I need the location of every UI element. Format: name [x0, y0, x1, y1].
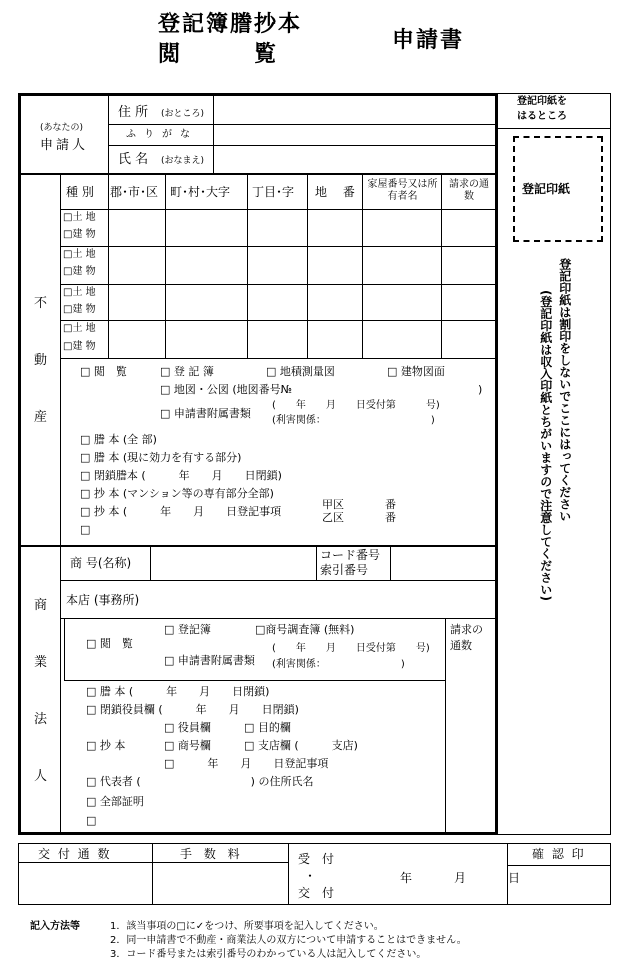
corp-register[interactable]: □ 登記簿 — [164, 623, 211, 636]
stamp-note-main: 登記印紙は割印をしないでここにはってください — [557, 258, 572, 522]
re-other[interactable]: □ — [80, 523, 91, 536]
col-lot-number: 地 番 — [315, 185, 361, 199]
stamp-note-paren: (登記印紙は収入印紙とちがいますので注意してください) — [538, 290, 553, 601]
head-office-label: 本店 (事務所) — [66, 593, 140, 607]
col-town: 町･村･大字 — [170, 185, 231, 199]
head-office-field[interactable] — [170, 581, 496, 618]
re-attached-receipt: ( 年 月 日受付第 号) — [272, 400, 440, 411]
form-title-right: 申請書 — [392, 28, 465, 53]
corp-label-1: 商 — [34, 598, 48, 613]
form-title-line1: 登記簿謄抄本 — [158, 12, 303, 37]
note-item-2: 2．同一申請書で不動産・商業法人の双方について申請することはできません。 — [110, 935, 467, 946]
corp-copy[interactable]: □ 謄 本 ( 年 月 日閉鎖) — [86, 685, 270, 698]
corp-full-cert[interactable]: □ 全部証明 — [86, 795, 144, 808]
form-title-line2: 閲 覧 — [158, 42, 279, 67]
corp-attached-docs[interactable]: □ 申請書附属書類 — [164, 654, 255, 667]
row3-land[interactable]: □土 地 — [63, 287, 96, 298]
corp-representative[interactable]: □ 代表者 ( ) の住所氏名 — [86, 775, 314, 788]
re-number-a: 番 — [385, 498, 396, 511]
corp-trade-field[interactable]: □ 商号欄 — [164, 739, 211, 752]
corp-attached-interest: (利害関係： ) — [272, 659, 405, 670]
col-house-number: 家屋番号又は所有者名 — [367, 179, 438, 202]
address-field[interactable] — [214, 97, 496, 124]
note-item-1: 1．該当事項の□に✓をつけ、所要事項を記入してください。 — [110, 921, 384, 932]
realestate-label-2: 動 — [34, 353, 48, 368]
corp-label-2: 業 — [34, 655, 48, 670]
re-register[interactable]: □ 登 記 簿 — [160, 365, 214, 378]
corp-purpose[interactable]: □ 目的欄 — [244, 721, 291, 734]
row2-building[interactable]: □建 物 — [63, 266, 96, 277]
row1-land[interactable]: □土 地 — [63, 212, 96, 223]
col-district: 郡･市･区 — [110, 185, 159, 199]
stamp-box-label: 登記印紙 — [522, 182, 571, 196]
applicant-label: 申請人 — [40, 138, 89, 153]
col-request-count: 請求の通 数 — [449, 179, 489, 202]
receipt-date: 年 月 日 — [400, 871, 527, 885]
corp-officers[interactable]: □ 役員欄 — [164, 721, 211, 734]
row4-land[interactable]: □土 地 — [63, 323, 96, 334]
re-map[interactable]: □ 地図・公図 (地図番号№ — [160, 383, 293, 396]
furigana-label: ふりがな — [126, 129, 198, 140]
corp-label-4: 人 — [34, 769, 48, 784]
re-building-plan[interactable]: □ 建物図面 — [387, 365, 445, 378]
corp-view[interactable]: □ 閲 覧 — [86, 637, 133, 650]
name-label: 氏 名 — [118, 152, 149, 167]
receipt-label: 受 付 — [298, 852, 335, 866]
address-reading: (おところ) — [161, 109, 205, 119]
corp-label-3: 法 — [34, 712, 48, 727]
corp-extract[interactable]: □ 抄 本 — [86, 739, 126, 752]
re-attached-docs[interactable]: □ 申請書附属書類 — [160, 407, 251, 420]
note-item-3: 3．コード番号または索引番号のわかっている人は記入してください。 — [110, 949, 427, 960]
re-section-a: 甲区 — [322, 498, 344, 511]
trade-name-label: 商 号(名称) — [70, 556, 132, 570]
row2-land[interactable]: □土 地 — [63, 249, 96, 260]
corp-other[interactable]: □ — [86, 814, 97, 827]
re-attached-interest: (利害関係： ) — [272, 415, 435, 426]
re-current-copy[interactable]: □ 謄 本 (現に効力を有する部分) — [80, 451, 242, 464]
delivery-label: 交 付 — [298, 886, 335, 900]
corp-attached-receipt: ( 年 月 日受付第 号) — [272, 643, 430, 654]
code-label-2: 索引番号 — [320, 563, 369, 577]
stamp-header-2: はるところ — [517, 111, 567, 122]
address-label: 住 所 — [118, 105, 149, 120]
col-type: 種 別 — [66, 185, 94, 199]
re-full-copy[interactable]: □ 謄 本 (全 部) — [80, 433, 157, 446]
re-survey-map[interactable]: □ 地積測量図 — [266, 365, 335, 378]
corp-branch[interactable]: □ 支店欄 ( 支店) — [244, 739, 358, 752]
delivery-count-label: 交 付 通 数 — [38, 847, 112, 861]
stamp-header-1: 登記印紙を — [517, 96, 567, 107]
re-extract-items[interactable]: □ 抄 本 ( 年 月 日登記事項 — [80, 505, 282, 518]
request-count-label-1: 請求の — [450, 623, 483, 636]
re-view[interactable]: □ 閲 覧 — [80, 365, 127, 378]
re-extract-condo[interactable]: □ 抄 本 (マンション等の専有部分全部) — [80, 487, 274, 500]
code-field[interactable] — [391, 548, 496, 580]
realestate-label-1: 不 — [34, 296, 48, 311]
receipt-dot: ・ — [304, 869, 317, 883]
col-block: 丁目･字 — [252, 185, 295, 199]
row3-building[interactable]: □建 物 — [63, 304, 96, 315]
request-count-label-2: 通数 — [450, 639, 472, 652]
re-map-close: ) — [478, 383, 483, 396]
re-number-b: 番 — [385, 511, 396, 524]
realestate-label-3: 産 — [34, 410, 48, 425]
fee-label: 手 数 料 — [180, 847, 244, 861]
furigana-field[interactable] — [214, 125, 496, 145]
notes-label: 記入方法等 — [30, 921, 80, 932]
re-section-b: 乙区 — [322, 511, 344, 524]
corp-trade-survey[interactable]: □商号調査簿 (無料) — [255, 623, 355, 636]
re-closed-copy[interactable]: □ 閉鎖謄本 ( 年 月 日閉鎖) — [80, 469, 282, 482]
name-field[interactable] — [214, 146, 496, 173]
row1-building[interactable]: □建 物 — [63, 229, 96, 240]
applicant-label-small: (あなたの) — [40, 123, 84, 133]
row4-building[interactable]: □建 物 — [63, 341, 96, 352]
corp-closed-officers[interactable]: □ 閉鎖役員欄 ( 年 月 日閉鎖) — [86, 703, 299, 716]
code-label-1: コード番号 — [320, 548, 381, 562]
trade-name-field[interactable] — [151, 548, 315, 580]
confirm-seal-label: 確 認 印 — [532, 847, 586, 861]
corp-registered-items[interactable]: □ 年 月 日登記事項 — [164, 757, 329, 770]
name-reading: (おなまえ) — [161, 156, 205, 166]
